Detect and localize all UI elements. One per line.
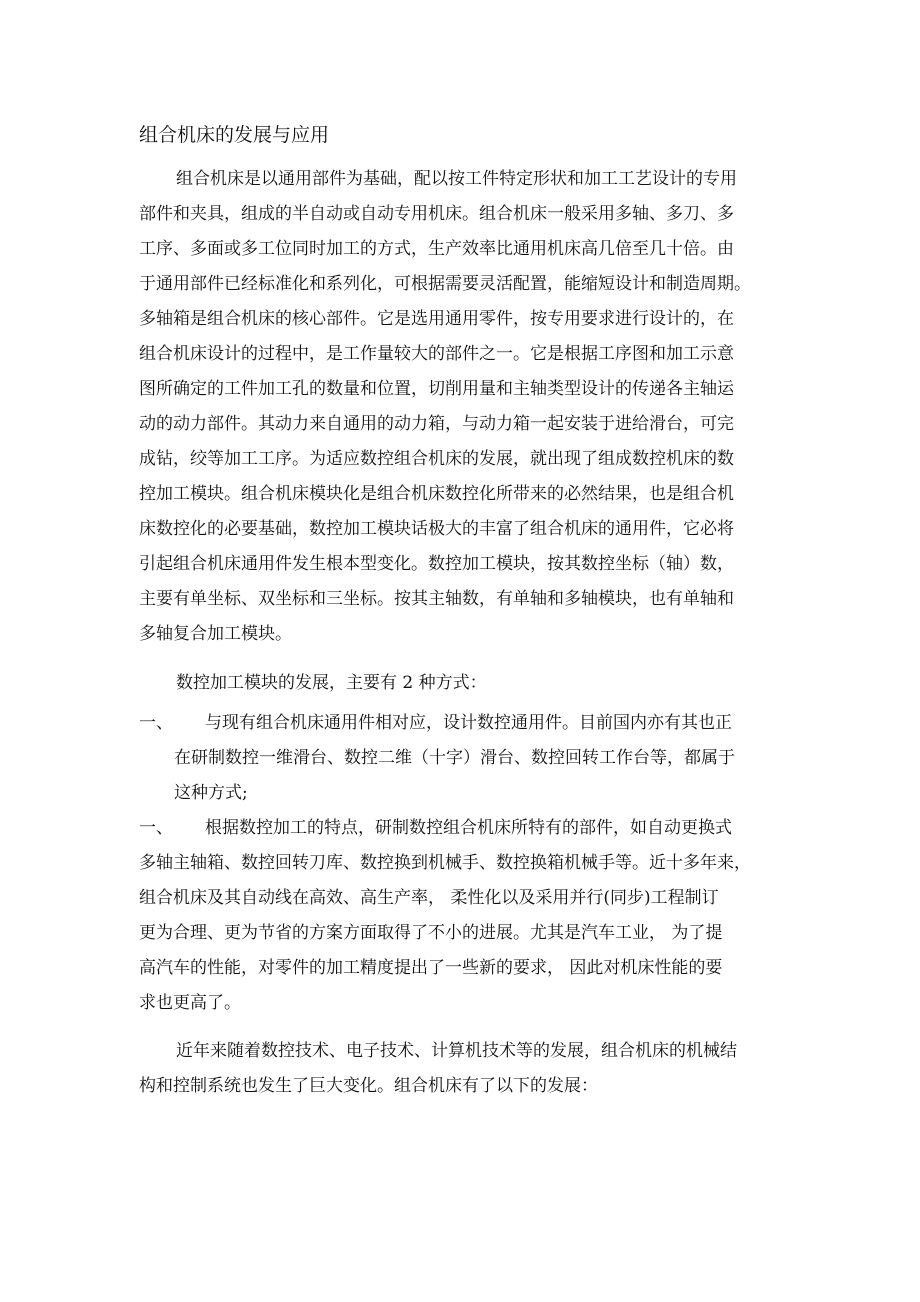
list-item-line: 多轴主轴箱、数控回转刀库、数控换到机械手、数控换箱机械手等。近十多年来， — [139, 853, 751, 873]
list-item-line: 组合机床及其自动线在高效、高生产率， 柔性化以及采用并行(同步)工程制订 — [139, 888, 719, 908]
paragraph-line: 构和控制系统也发生了巨大变化。组合机床有了以下的发展： — [139, 1076, 598, 1096]
paragraph-line: 组合机床设计的过程中，是工作量较大的部件之一。它是根据工序图和加工示意 — [139, 344, 734, 364]
list-item-line: 求也更高了。 — [139, 993, 241, 1013]
paragraph-line: 控加工模块。组合机床模块化是组合机床数控化所带来的必然结果，也是组合机 — [139, 484, 734, 504]
document-title: 组合机床的发展与应用 — [139, 124, 330, 146]
paragraph-line: 引起组合机床通用件发生根本型变化。数控加工模块，按其数控坐标（轴）数， — [139, 554, 734, 574]
paragraph-line: 主要有单坐标、双坐标和三坐标。按其主轴数，有单轴和多轴模块，也有单轴和 — [139, 589, 734, 609]
list-item-first-line: 根据数控加工的特点，研制数控组合机床所特有的部件，如自动更换式 — [205, 818, 732, 838]
paragraph-line: 图所确定的工件加工孔的数量和位置，切削用量和主轴类型设计的传递各主轴运 — [139, 379, 734, 399]
list-item-line: 在研制数控一维滑台、数控二维（十字）滑台、数控回转工作台等，都属于 — [174, 748, 735, 768]
paragraph-line: 多轴复合加工模块。 — [139, 624, 292, 644]
paragraph-line: 床数控化的必要基础，数控加工模块话极大的丰富了组合机床的通用件，它必将 — [139, 519, 734, 539]
paragraph-line: 成钻，绞等加工工序。为适应数控组合机床的发展，就出现了组成数控机床的数 — [139, 449, 734, 469]
list-item-first-line: 与现有组合机床通用件相对应，设计数控通用件。目前国内亦有其也正 — [205, 713, 732, 733]
list-item-line: 这种方式; — [174, 783, 248, 803]
paragraph-line: 部件和夹具，组成的半自动或自动专用机床。组合机床一般采用多轴、多刀、多 — [139, 204, 734, 224]
paragraph-modes-intro: 数控加工模块的发展，主要有 2 种方式： — [176, 673, 487, 693]
paragraph-line: 工序、多面或多工位同时加工的方式，生产效率比通用机床高几倍至几十倍。由 — [139, 239, 734, 259]
list-marker: 一、 — [139, 713, 173, 733]
paragraph-line: 动的动力部件。其动力来自通用的动力箱，与动力箱一起安装于进给滑台，可完 — [139, 414, 734, 434]
paragraph-line: 于通用部件已经标准化和系列化，可根据需要灵活配置，能缩短设计和制造周期。 — [139, 274, 751, 294]
list-item-line: 高汽车的性能，对零件的加工精度提出了一些新的要求， 因此对机床性能的要 — [139, 958, 723, 978]
paragraph-line: 多轴箱是组合机床的核心部件。它是选用通用零件，按专用要求进行设计的，在 — [139, 309, 734, 329]
paragraph-line: 组合机床是以通用部件为基础，配以按工件特定形状和加工工艺设计的专用 — [176, 169, 737, 189]
list-item-line: 更为合理、更为节省的方案方面取得了不小的进展。尤其是汽车工业， 为了提 — [139, 923, 723, 943]
paragraph-line: 近年来随着数控技术、电子技术、计算机技术等的发展，组合机床的机械结 — [176, 1041, 737, 1061]
list-marker: 一、 — [139, 818, 173, 838]
